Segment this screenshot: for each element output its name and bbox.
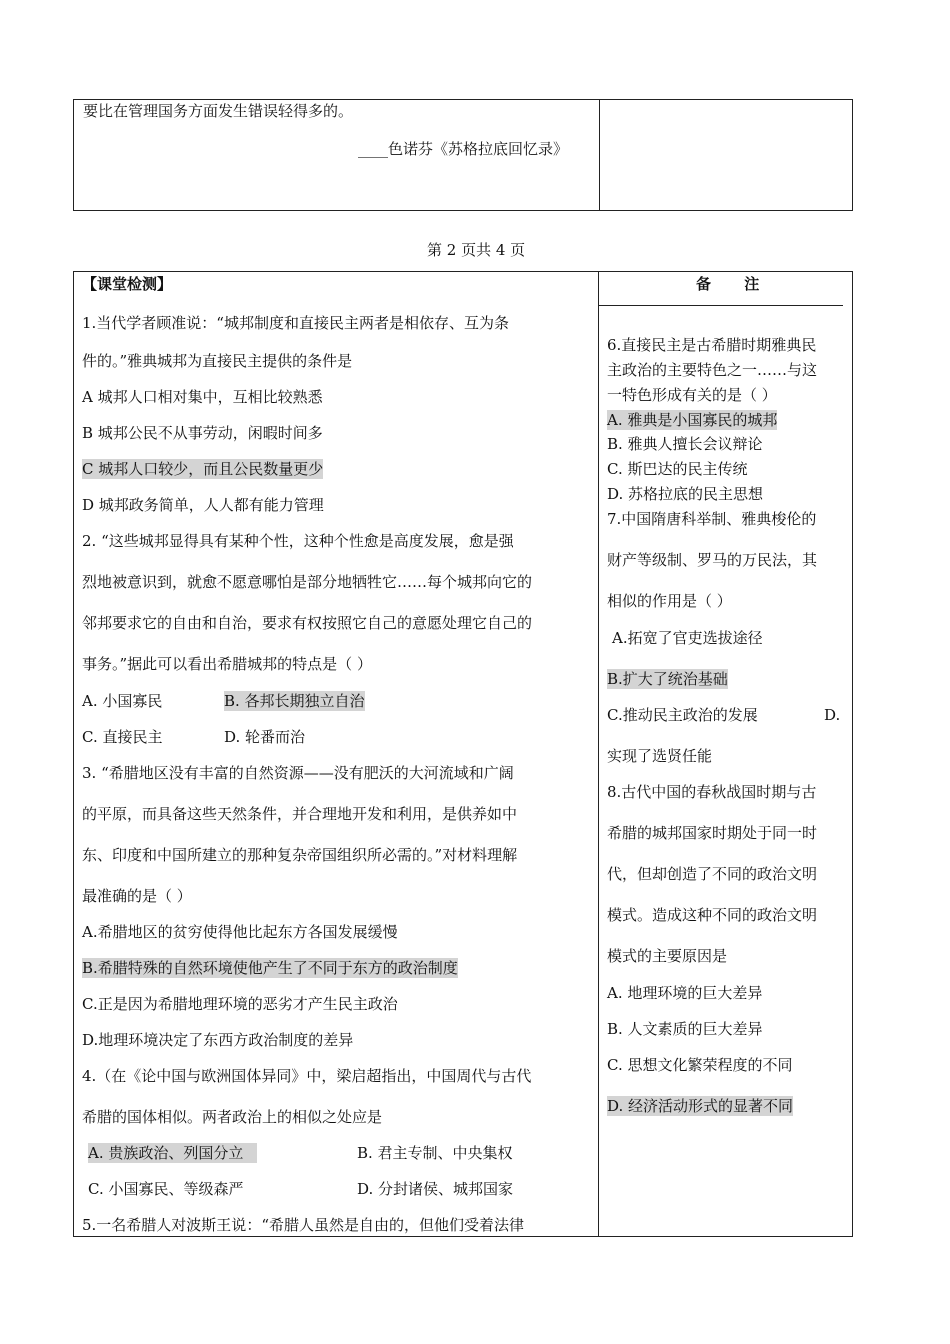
- q6-line2: 主政治的主要特色之一……与这: [607, 361, 818, 379]
- q2-option-c: C. 直接民主: [82, 728, 163, 746]
- q2-option-b-answer: B. 各邦长期独立自治: [224, 692, 365, 710]
- remark-header-underline: [599, 305, 843, 306]
- q4-option-b: B. 君主专制、中央集权: [357, 1144, 513, 1162]
- q3-option-d: D.地理环境决定了东西方政治制度的差异: [82, 1031, 354, 1049]
- q8-line3: 代，但却创造了不同的政治文明: [607, 865, 818, 883]
- q8-option-d-answer: D. 经济活动形式的显著不同: [607, 1097, 794, 1115]
- q5-line1: 5.一名希腊人对波斯王说：“希腊人虽然是自由的，但他们受着法律: [82, 1216, 524, 1234]
- q7-line3: 相似的作用是（ ）: [607, 592, 732, 610]
- q4-option-c: C. 小国寡民、等级森严: [88, 1180, 244, 1198]
- q6-option-a-answer: A. 雅典是小国寡民的城邦: [607, 411, 778, 429]
- q4-option-a-answer: A. 贵族政治、列国分立: [88, 1143, 257, 1163]
- q8-line4: 模式。造成这种不同的政治文明: [607, 906, 818, 924]
- q1-line2: 件的。”雅典城邦为直接民主提供的条件是: [82, 352, 353, 370]
- q6-option-c: C. 斯巴达的民主传统: [607, 460, 748, 478]
- quote-source: ____色诺芬《苏格拉底回忆录》: [358, 140, 569, 158]
- q6-line1: 6.直接民主是古希腊时期雅典民: [607, 336, 817, 354]
- q7-line1: 7.中国隋唐科举制、雅典梭伦的: [607, 510, 817, 528]
- q4-line1: 4.（在《论中国与欧洲国体异同》中，梁启超指出，中国周代与古代: [82, 1067, 532, 1085]
- quote-text: 要比在管理国务方面发生错误轻得多的。: [83, 102, 354, 120]
- q6-line3: 一特色形成有关的是（ ）: [607, 386, 777, 404]
- q1-option-a: A 城邦人口相对集中，互相比较熟悉: [82, 388, 323, 406]
- q4-option-d: D. 分封诸侯、城邦国家: [357, 1180, 514, 1198]
- q2-line4: 事务。”据此可以看出希腊城邦的特点是（ ）: [82, 655, 372, 673]
- q7-option-a: A.拓宽了官吏选拔途径: [612, 629, 763, 647]
- q3-line4: 最准确的是（ ）: [82, 887, 192, 905]
- q1-option-c-answer: C 城邦人口较少，而且公民数量更少: [82, 460, 324, 478]
- q1-option-b: B 城邦公民不从事劳动，闲暇时间多: [82, 424, 323, 442]
- q1-option-d: D 城邦政务简单，人人都有能力管理: [82, 496, 324, 514]
- q7-option-d-label: D.: [824, 706, 841, 724]
- q6-option-b: B. 雅典人擅长会议辩论: [607, 435, 763, 453]
- q3-option-a: A.希腊地区的贫穷使得他比起东方各国发展缓慢: [82, 923, 398, 941]
- q8-option-a: A. 地理环境的巨大差异: [607, 984, 763, 1002]
- q7-option-c: C.推动民主政治的发展: [607, 706, 758, 724]
- q2-line1: 2. “这些城邦显得具有某种个性，这种个性愈是高度发展，愈是强: [82, 532, 514, 550]
- main-table-divider: [598, 271, 599, 1237]
- q4-line2: 希腊的国体相似。两者政治上的相似之处应是: [82, 1108, 383, 1126]
- q7-option-b-answer: B.扩大了统治基础: [607, 670, 728, 688]
- q2-option-d: D. 轮番而治: [224, 728, 306, 746]
- q8-line5: 模式的主要原因是: [607, 947, 728, 965]
- page-number: 第 2 页共 4 页: [427, 241, 526, 259]
- q8-line1: 8.古代中国的春秋战国时期与古: [607, 783, 817, 801]
- q8-option-c: C. 思想文化繁荣程度的不同: [607, 1056, 793, 1074]
- q3-line2: 的平原，而具备这些天然条件，并合理地开发和利用，是供养如中: [82, 805, 518, 823]
- q3-line1: 3. “希腊地区没有丰富的自然资源——没有肥沃的大河流域和广阔: [82, 764, 514, 782]
- q2-line3: 邻邦要求它的自由和自治，要求有权按照它自己的意愿处理它自己的: [82, 614, 533, 632]
- top-table-divider: [599, 99, 600, 211]
- q6-option-d: D. 苏格拉底的民主思想: [607, 485, 764, 503]
- q8-line2: 希腊的城邦国家时期处于同一时: [607, 824, 818, 842]
- q3-option-b-answer: B.希腊特殊的自然环境使他产生了不同于东方的政治制度: [82, 959, 458, 977]
- q7-line2: 财产等级制、罗马的万民法，其: [607, 551, 818, 569]
- remark-title: 备 注: [696, 275, 774, 293]
- q7-option-d-text: 实现了选贤任能: [607, 747, 713, 765]
- q3-line3: 东、印度和中国所建立的那种复杂帝国组织所必需的。”对材料理解: [82, 846, 518, 864]
- section-title: 【课堂检测】: [82, 275, 173, 293]
- q3-option-c: C.正是因为希腊地理环境的恶劣才产生民主政治: [82, 995, 398, 1013]
- q2-line2: 烈地被意识到，就愈不愿意哪怕是部分地牺牲它……每个城邦向它的: [82, 573, 533, 591]
- q8-option-b: B. 人文素质的巨大差异: [607, 1020, 763, 1038]
- q2-option-a: A. 小国寡民: [82, 692, 163, 710]
- q1-line1: 1.当代学者顾准说：“城邦制度和直接民主两者是相依存、互为条: [82, 314, 509, 332]
